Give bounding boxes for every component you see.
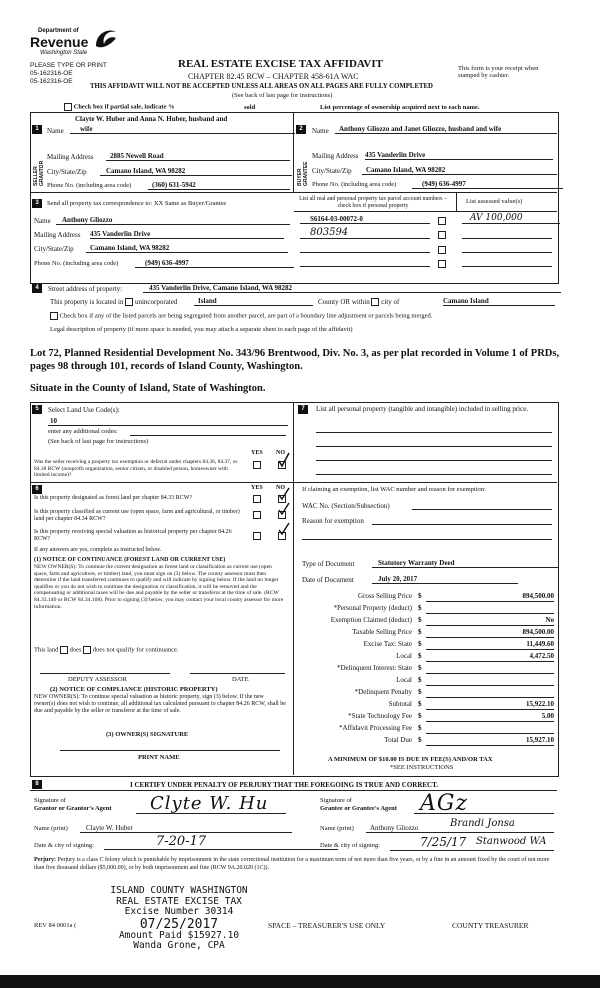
grantor-sig-label-2: Grantor or Grantor's Agent [34, 805, 112, 812]
current-use-yes-checkbox[interactable] [253, 511, 261, 519]
grantor-date-value: 7-20-17 [104, 834, 338, 850]
totals-label: Subtotal [388, 700, 412, 708]
tax-corr-city-label: City/State/Zip [34, 245, 74, 253]
does-label: does [69, 646, 82, 654]
exempt-question: Was the seller receiving a property tax exemption or deferral under chapters 84.36, 84.37, or 84.38 RCW (nonprofit organization, senior citizen, or disabled person, homeowner with limited income)? [34, 459, 238, 478]
city-of-label: city of [381, 298, 400, 306]
totals-value: 15,927.10 [526, 736, 554, 744]
sec5-no: NO [276, 450, 285, 456]
tax-corr-mail-label: Mailing Address [34, 231, 81, 239]
buyer-name-label: Name [312, 127, 329, 135]
seller-mail-label: Mailing Address [47, 153, 94, 161]
deputy-date-label: DATE [232, 676, 249, 683]
dor-swoosh-icon [92, 26, 118, 50]
owner-signature-label: (3) OWNER(S) SIGNATURE [106, 731, 189, 738]
seller-city-value: Camano Island, WA 98282 [100, 167, 292, 176]
totals-line [426, 601, 554, 602]
totals-line [426, 697, 554, 698]
assessed-3-line [462, 252, 552, 253]
totals-line [426, 661, 554, 662]
tax-corr-phone-value: (949) 636-4997 [135, 259, 294, 268]
parcel-1: S6164-03-00072-0 [300, 215, 430, 224]
please-type: PLEASE TYPE OR PRINT [30, 62, 107, 69]
totals-row [296, 651, 554, 663]
footer-treasurer: COUNTY TREASURER [452, 921, 529, 930]
exemption-label: If claiming an exemption, list WAC number and reason for exemption: [302, 486, 486, 493]
totals-label: *Affidavit Processing Fee [339, 724, 412, 732]
totals-value: 5.00 [541, 712, 554, 720]
deputy-line [40, 673, 170, 674]
grantor-name-label: Name (print) [34, 825, 68, 832]
parcel-4-line [300, 266, 430, 267]
parcel-2: 803594 [300, 227, 430, 239]
ref-number-1: 05-162316-OE [30, 70, 73, 77]
grantee-city-value: Stanwood WA [476, 836, 547, 847]
segregated-checkbox[interactable] [50, 312, 58, 320]
grantee-name-line [440, 832, 554, 833]
totals-currency: $ [418, 640, 422, 648]
buyer-vertical-label: BUYER GRANTEE [297, 161, 309, 186]
totals-currency: $ [418, 592, 422, 600]
doc-date-label: Date of Document [302, 576, 354, 584]
qualify-row [34, 646, 179, 654]
totals-row [296, 615, 554, 627]
city-value: Camano Island [443, 297, 555, 306]
historic-question: Is this property receiving special valuation as historical property per chapter 84.26 RCW? [34, 529, 232, 542]
current-use-question: Is this property classified as current use (open space, farm and agricultural, or timber) land per chapter 84.34 RCW? [34, 509, 240, 522]
footer-space: SPACE – TREASURER'S USE ONLY [268, 921, 386, 930]
seller-phone-value: (360) 631-5942 [148, 181, 290, 190]
totals-label: Gross Selling Price [357, 592, 412, 600]
buyer-phone-value: (949) 636-4997 [412, 180, 563, 189]
parcel-3-line [300, 252, 430, 253]
grantee-sig-label-1: Signature of [320, 797, 352, 804]
seller-mail-value: 2885 Newell Road [106, 152, 290, 161]
section-5-number: 5 [32, 405, 42, 414]
totals-value: 894,500.00 [522, 592, 554, 600]
tax-corr-label: Send all property tax correspondence to: XX Same as Buyer/Grantee [47, 200, 227, 207]
bottom-bar [0, 975, 600, 988]
land-label: This land [34, 646, 59, 654]
grantee-sig-label-2: Grantee or Grantee's Agent [320, 805, 397, 812]
totals-label: Local [396, 652, 412, 660]
dept-line: Department of [38, 28, 79, 34]
street-label: Street address of property: [48, 285, 123, 293]
totals-row [296, 591, 554, 603]
doc-type-label: Type of Document [302, 560, 355, 568]
totals-line [426, 685, 554, 686]
sec7-midline [294, 482, 557, 483]
grantee-name-value: Anthony Gliozzo [366, 824, 440, 833]
seller-phone-label: Phone No. (including area code) [47, 182, 132, 189]
section-3-number: 3 [32, 199, 42, 208]
forest-question: Is this property designated as forest land per chapter 84.33 RCW? [34, 495, 193, 501]
tax-corr-phone-label: Phone No. (including area code) [34, 260, 119, 267]
grantor-sig-label-1: Signature of [34, 797, 66, 804]
partial-sale-row [64, 103, 175, 111]
totals-value: No [545, 616, 554, 624]
buyer-mail-label: Mailing Address [312, 152, 359, 160]
totals-row [296, 699, 554, 711]
sec6-yes: YES [251, 485, 263, 491]
assessed-1: AV 100,000 [462, 213, 560, 224]
historic-no-checkmark-icon [277, 522, 291, 536]
sec6-no: NO [276, 485, 285, 491]
historic-yes-checkbox[interactable] [253, 532, 261, 540]
ownership-label: List percentage of ownership acquired next to each name. [320, 104, 480, 111]
dept-state: Washington State [40, 50, 88, 56]
buyer-phone-label: Phone No. (including area code) [312, 181, 397, 188]
street-value: 435 Vanderlin Drive, Camano Island, WA 98282 [143, 284, 561, 293]
totals-label: Exemption Claimed (deduct) [330, 616, 412, 624]
totals-value: 15,922.10 [526, 700, 554, 708]
segregated-label: Check box if any of the listed parcels are being segregated from another parcel, are part of a boundary line adjustment or parcels being merged. [59, 312, 433, 320]
sec6-topline [30, 482, 293, 483]
unincorporated-checkbox[interactable] [125, 298, 133, 306]
continuance-title: (1) NOTICE OF CONTINUANCE (FOREST LAND OR CURRENT USE) [34, 557, 226, 563]
totals-currency: $ [418, 712, 422, 720]
parcel-2-checkbox[interactable] [438, 231, 446, 239]
unincorporated-label: unincorporated [134, 298, 178, 306]
tax-corr-city-value: Camano Island, WA 98282 [86, 244, 288, 253]
stamp-line-2: REAL ESTATE EXCISE TAX [116, 895, 242, 907]
lower-divider [293, 402, 294, 775]
totals-line [426, 721, 554, 722]
perjury-label: Perjury: [34, 857, 56, 863]
personal-property-label: List all personal property (tangible and intangible) included in selling price. [316, 405, 529, 413]
totals-currency: $ [418, 688, 422, 696]
parcel-1-checkbox[interactable] [438, 217, 446, 225]
grantee-date-label: Date & city of signing: [320, 842, 380, 849]
sold-label: sold [244, 104, 256, 111]
dept-big: Revenue [30, 34, 89, 50]
section-1-number: 1 [32, 125, 42, 134]
grantor-sig-line [136, 813, 286, 814]
stamp-line-1: ISLAND COUNTY WASHINGTON [110, 885, 248, 896]
totals-row [296, 687, 554, 699]
totals-row [296, 723, 554, 735]
buyer-city-label: City/State/Zip [312, 167, 352, 175]
doc-date-value: July 20, 2017 [372, 575, 518, 584]
totals-label: *Personal Property (deduct) [333, 604, 412, 612]
exempt-no-checkmark-icon [277, 452, 291, 468]
section-4-number: 4 [32, 284, 42, 293]
reason-line-2 [302, 539, 552, 540]
totals-currency: $ [418, 724, 422, 732]
reason-label: Reason for exemption [302, 517, 364, 525]
tax-corr-name-value: Anthony Gliozzo [56, 216, 290, 225]
tax-corr-mail-value: 435 Vanderlin Drive [90, 230, 284, 239]
parcel-header-line [294, 211, 557, 212]
grantee-date-value: 7/25/17 [420, 835, 467, 849]
land-use-value: 10 [48, 417, 288, 426]
grantor-signature: Clyte W. Hu [150, 793, 269, 814]
totals-row [296, 627, 554, 639]
totals-line [426, 733, 554, 734]
buyer-mail-value: 435 Vanderlin Drive [365, 151, 553, 160]
stamp-line-3: Excise Number 30314 [124, 906, 234, 917]
totals-currency: $ [418, 652, 422, 660]
does-not-checkbox[interactable] [83, 646, 91, 654]
totals-row [296, 735, 554, 747]
grantor-date-label: Date & city of signing: [34, 842, 94, 849]
form-warning: THIS AFFIDAVIT WILL NOT BE ACCEPTED UNLESS ALL AREAS ON ALL PAGES ARE FULLY COMPLETED [90, 83, 433, 90]
totals-value: 11,449.60 [526, 640, 554, 648]
personal-property-line-3 [316, 460, 552, 461]
seller-city-label: City/State/Zip [47, 168, 87, 176]
assessed-2-line [462, 238, 552, 239]
stamp-line-5: Amount Paid $15927.10 [118, 929, 240, 941]
ref-number-2: 05-162316-OE [30, 78, 73, 85]
totals-line [426, 613, 554, 614]
totals-label: Taxable Selling Price [352, 628, 412, 636]
minimum-note: A MINIMUM OF $10.00 IS DUE IN FEE(S) AND/OR TAX [328, 756, 493, 763]
print-name-label: PRINT NAME [138, 754, 180, 761]
exempt-yes-checkbox[interactable] [253, 461, 261, 469]
assessed-4-line [462, 266, 552, 267]
historic-notice-text: NEW OWNER(S): To continue special valuation as historic property, sign (3) below. If the new owner(s) does not wish to continue, all additional tax calculated pursuant to chapter 84.26 RCW, shall be due and payable by the seller or transferor at the time of sale. [34, 694, 286, 714]
stamp-line-6: Wanda Grone, CPA [133, 940, 225, 951]
parcel-3-checkbox[interactable] [438, 246, 446, 254]
totals-row [296, 711, 554, 723]
grantee-name-handwritten: Brandi Jonsa [450, 818, 515, 829]
totals-label: *Delinquent Penalty [354, 688, 412, 696]
totals-table [296, 591, 554, 747]
situate-text: Situate in the County of Island, State of Washington. [30, 383, 266, 394]
totals-value: 894,500.00 [522, 628, 554, 636]
totals-line [426, 673, 554, 674]
personal-property-line-2 [316, 446, 552, 447]
totals-label: *Delinquent Interest: State [336, 664, 412, 672]
totals-row [296, 675, 554, 687]
county-row [318, 298, 399, 306]
totals-line [426, 709, 554, 710]
perjury-text [34, 857, 558, 872]
seller-name-line1: Clayte W. Huber and Anna N. Huber, husband and [75, 115, 228, 123]
stamp-line-4: 07/25/2017 [139, 916, 219, 932]
certify-line [30, 790, 557, 791]
county-value: Island [194, 297, 313, 306]
current-use-no-checkmark-icon [277, 502, 291, 516]
buyer-name-value: Anthony Gliozzo and Janet Gliozzo, husband and wife [335, 125, 557, 134]
wac-line [412, 509, 552, 510]
county-label: County OR within [318, 298, 370, 306]
buyer-city-value: Camano Island, WA 98282 [362, 166, 557, 175]
totals-line [426, 649, 554, 650]
additional-codes-line [130, 435, 286, 436]
continuance-text: NEW OWNER(S): To continue the current designation as forest land or classification as current use (open space, farm and agriculture, or timber) land, you must sign on (3) below. The county assessor must then determine if the land transferred continues to qualify and will indicate by signing below. If the land no longer qualifies or you do not wish to continue the designation or classification, it will be removed and the compensating or additional taxes will be due and payable by the seller or transferor at the time of sale. (RCW 84.33.140 or RCW 84.34.108). Prior to signing (3) below, you may contact your local county assessor for more information. [34, 564, 284, 610]
seller-name-label: Name [47, 127, 64, 135]
perjury-body: Perjury is a class C felony which is punishable by imprisonment in the state correctional institution for a maximum term of not more than five years, or by a fine in an amount fixed by the court of not more than five thousand dollars ($5,000.00), or by both imprisonment and fine (RCW 9A.20.020 (1C)). [34, 857, 550, 871]
certify-text: I CERTIFY UNDER PENALTY OF PERJURY THAT THE FOREGOING IS TRUE AND CORRECT. [130, 781, 439, 789]
legal-description: Lot 72, Planned Residential Development No. 343/96 Brentwood, Div. No. 3, as per plat recorded in Volume 1 of PRDs, pages 98 through 101, records of Island County, Washington. [30, 348, 560, 372]
totals-label: *State Technology Fee [348, 712, 412, 720]
grantee-date-line [390, 850, 554, 851]
totals-row [296, 639, 554, 651]
totals-currency: $ [418, 628, 422, 636]
totals-label: Local [396, 676, 412, 684]
does-checkbox[interactable] [60, 646, 68, 654]
wac-label: WAC No. (Section/Subsection) [302, 502, 390, 510]
reason-line [372, 524, 552, 525]
located-row [50, 298, 177, 306]
dor-logo [30, 26, 120, 62]
form-chapter: CHAPTER 82.45 RCW – CHAPTER 458-61A WAC [188, 72, 359, 81]
parcel-4-checkbox[interactable] [438, 260, 446, 268]
grantee-name-label: Name (print) [320, 825, 354, 832]
totals-currency: $ [418, 700, 422, 708]
totals-currency: $ [418, 736, 422, 744]
deputy-label: DEPUTY ASSESSOR [68, 676, 127, 683]
totals-currency: $ [418, 664, 422, 672]
city-of-checkbox[interactable] [371, 298, 379, 306]
totals-line [426, 625, 554, 626]
see-instructions: *SEE INSTRUCTIONS [390, 764, 454, 771]
partial-sale-label: Check box if partial sale, indicate % [73, 103, 175, 111]
if-yes-note: If any answers are yes, complete as instructed below. [34, 547, 162, 553]
forest-yes-checkbox[interactable] [253, 495, 261, 503]
parties-hdivider [30, 192, 557, 193]
totals-currency: $ [418, 616, 422, 624]
tax-corr-name-label: Name [34, 217, 51, 225]
grantor-name-value: Clayte W. Huber [80, 824, 292, 833]
totals-line [426, 637, 554, 638]
assessed-divider [456, 193, 457, 211]
personal-property-line-1 [316, 432, 552, 433]
land-use-label: Select Land Use Code(s): [48, 406, 120, 414]
totals-value: 4,472.50 [529, 652, 554, 660]
grantee-sig-line [414, 813, 554, 814]
doc-type-value: Statutory Warranty Deed [372, 559, 558, 568]
does-not-label: does not qualify for continuance. [92, 646, 179, 654]
additional-codes-label: enter any additional codes: [48, 428, 118, 435]
receipt-note: This form is your receipt when stamped by cashier. [458, 65, 539, 79]
grantee-signature: AGz [420, 791, 469, 816]
totals-row [296, 603, 554, 615]
assessed-header: List assessed value(s) [466, 198, 523, 205]
segregated-row [50, 312, 432, 320]
parcel-header: List all real and personal property tax parcel account numbers – check box if personal property [299, 196, 447, 209]
footer-rev: REV 84 0001a ( [34, 922, 77, 929]
forest-no-checkmark-icon [277, 487, 291, 501]
treasurer-stamp [84, 886, 274, 952]
totals-line [426, 745, 554, 746]
historic-notice-title: (2) NOTICE OF COMPLIANCE (HISTORIC PROPERTY) [50, 686, 218, 693]
form-title: REAL ESTATE EXCISE TAX AFFIDAVIT [178, 58, 383, 70]
deputy-date-line [190, 673, 285, 674]
personal-property-line-4 [316, 474, 552, 475]
located-label: This property is located in [50, 298, 124, 306]
totals-label: Total Due [384, 736, 412, 744]
section-8-number: 8 [32, 780, 42, 789]
partial-sale-checkbox[interactable] [64, 103, 72, 111]
totals-currency: $ [418, 676, 422, 684]
print-name-line [60, 750, 280, 751]
legal-label: Legal description of property (if more space is needed, you may attach a separate sheet to each page of the affidavit) [50, 326, 353, 333]
seller-vertical-label: SELLER GRANTOR [33, 160, 45, 186]
land-use-see-back: (See back of last page for instructions) [48, 438, 149, 445]
see-back-note: (See back of last page for instructions) [232, 92, 333, 99]
seller-name-line2: wife [70, 125, 295, 134]
totals-row [296, 663, 554, 675]
parties-divider [293, 112, 294, 192]
totals-currency: $ [418, 604, 422, 612]
section-6-number: 6 [32, 485, 42, 494]
section-7-number: 7 [298, 405, 308, 414]
sec5-yes: YES [251, 450, 263, 456]
totals-label: Excise Tax: State [363, 640, 412, 648]
section-2-number: 2 [296, 125, 306, 134]
